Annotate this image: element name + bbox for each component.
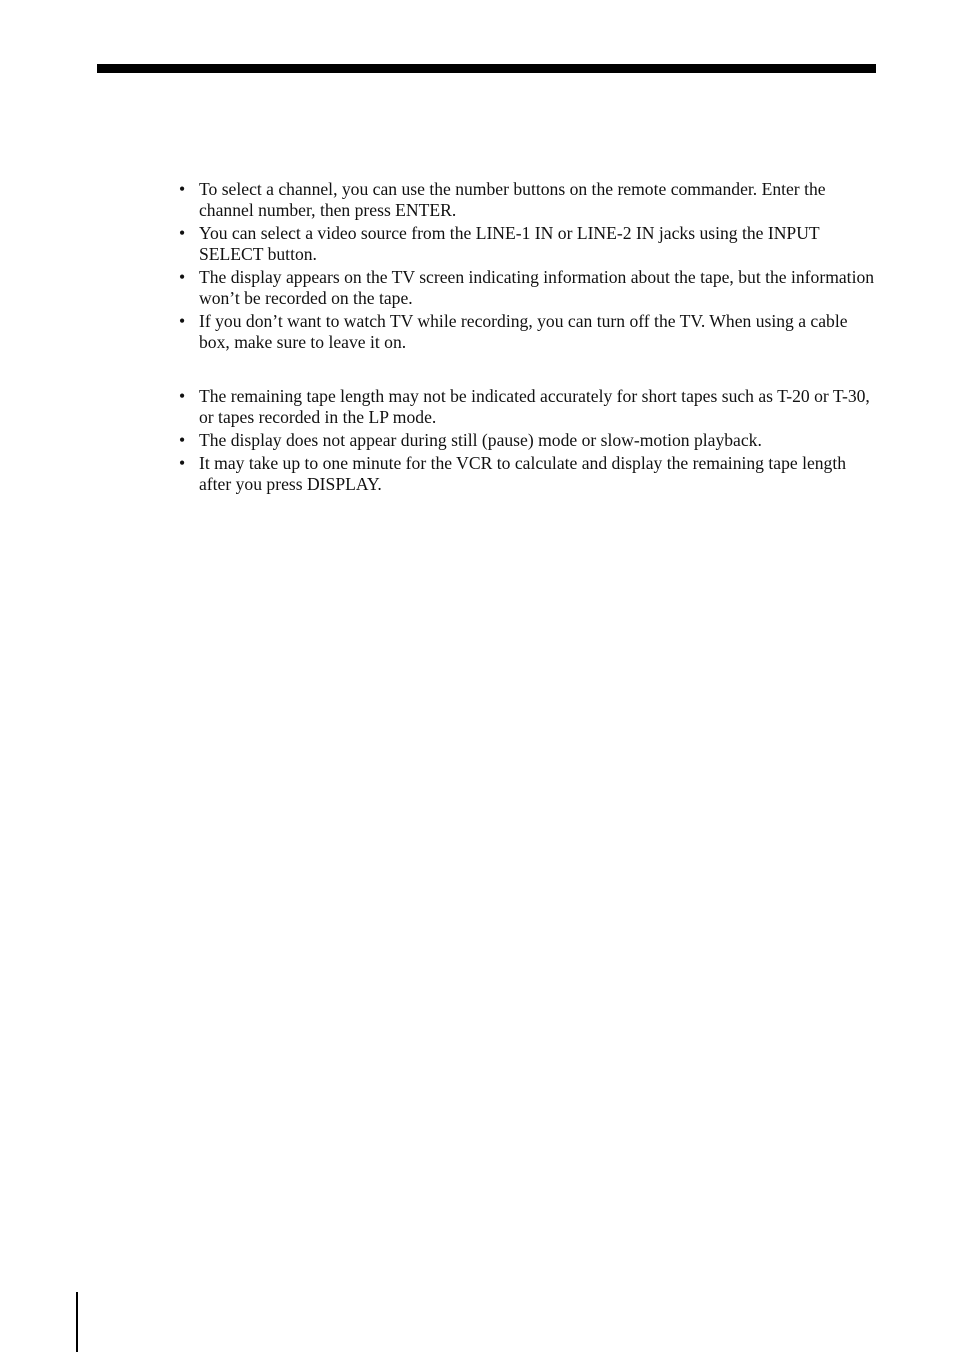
header-rule	[97, 64, 876, 73]
list-item	[178, 311, 878, 353]
note-text: If you don’t want to watch TV while recording, you can turn off the TV. When using a cable box, make sure to leave it on.	[199, 311, 848, 352]
note-text: The display appears on the TV screen indicating information about the tape, but the information won’t be recorded on the tape.	[199, 267, 875, 308]
bullet: •	[179, 223, 186, 243]
bullet: •	[179, 311, 186, 331]
note-text: It may take up to one minute for the VCR to calculate and display the remaining tape length after you press DISPLAY.	[199, 453, 847, 494]
bullet: •	[179, 430, 186, 450]
page-margin-rule	[76, 1292, 78, 1352]
bullet: •	[179, 453, 186, 473]
list-item	[178, 430, 878, 451]
list-item	[178, 453, 878, 495]
tape-display-notes-list	[178, 386, 878, 497]
note-text: The remaining tape length may not be indicated accurately for short tapes such as T-20 or T-30, or tapes recorded in the LP mode.	[199, 386, 870, 427]
bullet: •	[179, 179, 186, 199]
note-text: To select a channel, you can use the number buttons on the remote commander. Enter the channel number, then press ENTER.	[199, 179, 826, 220]
list-item	[178, 179, 878, 221]
bullet: •	[179, 267, 186, 287]
bullet: •	[179, 386, 186, 406]
list-item	[178, 223, 878, 265]
note-text: You can select a video source from the LINE-1 IN or LINE-2 IN jacks using the INPUT SELECT button.	[199, 223, 820, 264]
list-item	[178, 267, 878, 309]
list-item	[178, 386, 878, 428]
recording-notes-list	[178, 179, 878, 355]
note-text: The display does not appear during still (pause) mode or slow-motion playback.	[199, 430, 762, 450]
